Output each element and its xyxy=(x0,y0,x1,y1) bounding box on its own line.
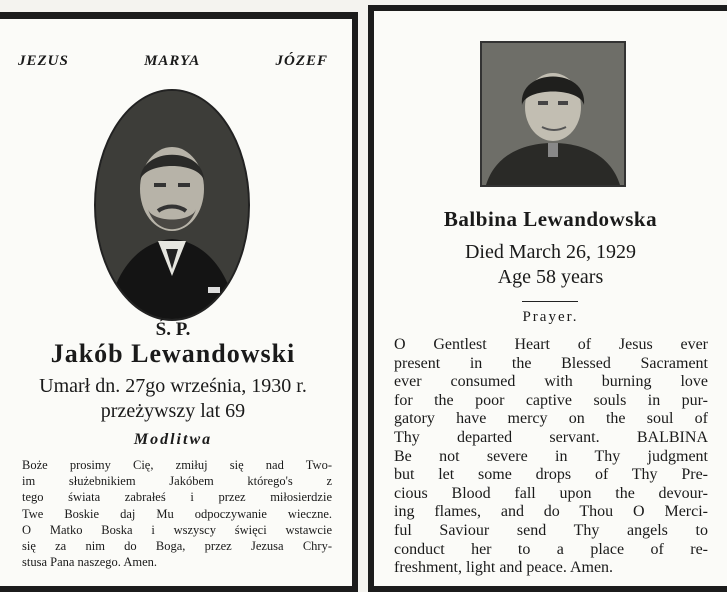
prayer-line: O Matko Boska i wszyscy święci wstawcie xyxy=(22,522,332,537)
age-right: Age 58 years xyxy=(497,266,604,288)
prayer-text-left xyxy=(22,457,332,570)
divider-rule xyxy=(522,301,578,302)
death-date-left: Umarł dn. 27go września, 1930 r. xyxy=(39,375,307,397)
prayer-line: Be not severe in Thy judgment xyxy=(394,447,708,465)
age-left: przeżywszy lat 69 xyxy=(100,400,246,422)
prayer-line: się za nim do Boga, przez Jezusa Chry- xyxy=(22,539,332,554)
prayer-line: ing flames, and do Thou O Merci- xyxy=(394,503,708,521)
prayer-title-left: Modlitwa xyxy=(133,431,213,448)
prayer-title-right: Prayer. xyxy=(522,309,579,325)
prayer-line: present in the Blessed Sacrament xyxy=(394,354,708,372)
prayer-line: Twe Boskie daj Mu odpoczywanie wieczne. xyxy=(22,506,332,521)
prayer-line: im służebnikiem Jakóbem którego's z xyxy=(22,474,332,489)
deceased-name-right: Balbina Lewandowska xyxy=(443,207,658,231)
prayer-line: freshment, light and peace. Amen. xyxy=(394,559,614,577)
prayer-line: cious Blood fall upon the devour- xyxy=(394,484,708,502)
prayer-line: tego świata zabrałeś i przez miłosierdzie xyxy=(22,490,332,505)
header-jezus: JEZUS xyxy=(18,53,69,69)
prayer-line: for the poor captive souls in pur- xyxy=(394,391,708,409)
prayer-line: O Gentlest Heart of Jesus ever xyxy=(394,336,708,353)
header-jozef: JÓZEF xyxy=(275,53,328,69)
memorial-card-left xyxy=(0,12,358,592)
sp-abbreviation: Ś. P. xyxy=(155,319,191,340)
prayer-line: Boże prosimy Cię, zmiłuj się nad Two- xyxy=(22,458,332,472)
prayer-line: ful Saviour send Thy angels to xyxy=(394,521,708,539)
death-date-right: Died March 26, 1929 xyxy=(464,241,637,263)
prayer-line: stusa Pana naszego. Amen. xyxy=(22,555,158,570)
prayer-text-right xyxy=(394,336,708,578)
prayer-line: but let some drops of Thy Pre- xyxy=(394,466,708,484)
prayer-line: ever consumed with burning love xyxy=(394,373,708,391)
deceased-name-left: Jakób Lewandowski xyxy=(50,339,296,368)
memorial-card-right xyxy=(368,5,727,592)
portrait-balbina xyxy=(480,41,626,187)
portrait-jakob xyxy=(94,89,250,321)
prayer-line: Thy departed servant. BALBINA xyxy=(394,428,708,446)
prayer-line: gatory have mercy on the soul of xyxy=(394,410,708,428)
header-names xyxy=(18,53,328,70)
header-marya: MARYA xyxy=(144,53,201,69)
prayer-line: conduct her to a place of re- xyxy=(394,540,708,558)
